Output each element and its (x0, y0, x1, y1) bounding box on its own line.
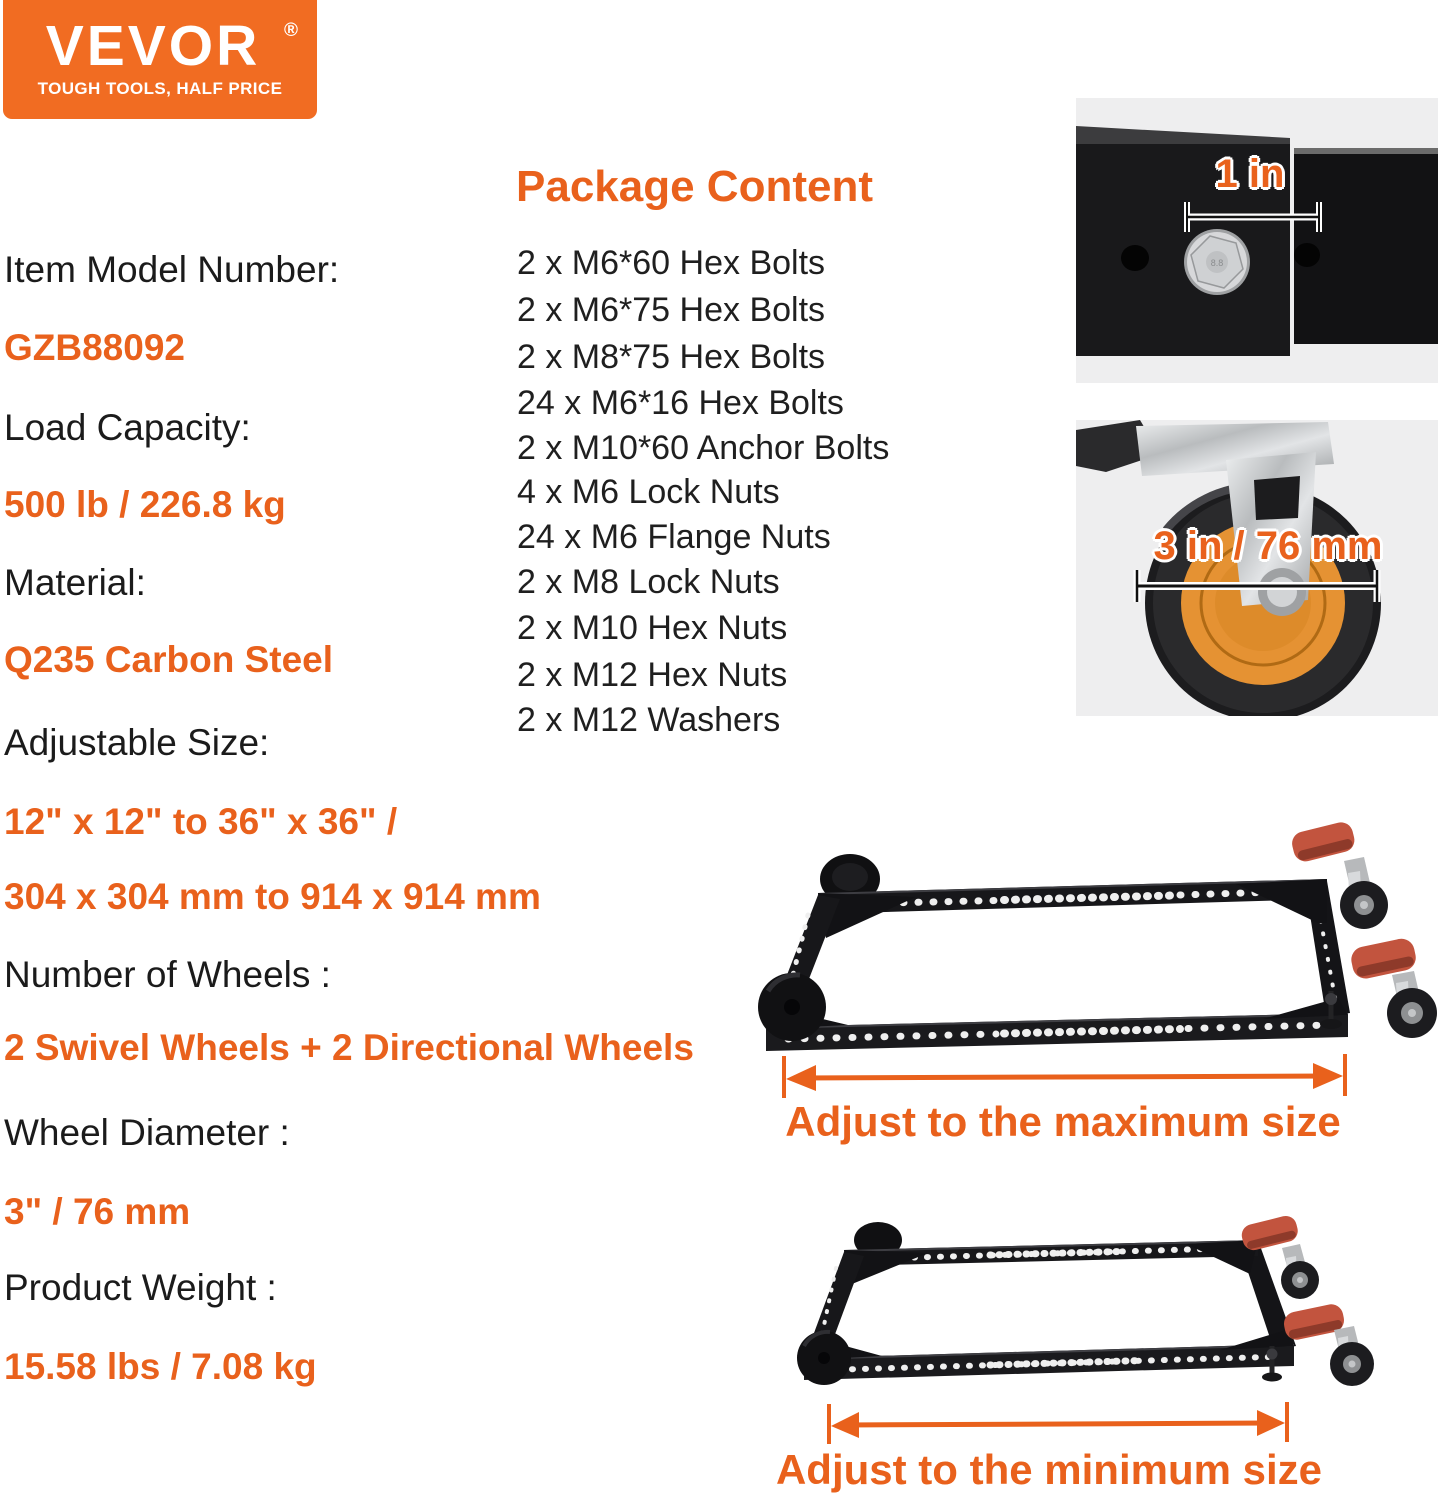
mobile-base-minimum-photo (790, 1196, 1390, 1394)
spec-label-wheel-diameter: Wheel Diameter : (4, 1112, 290, 1153)
spec-value-adjustable-size-mm: 304 x 304 mm to 914 x 914 mm (4, 876, 541, 917)
caster-closeup-photo-panel (1076, 420, 1438, 716)
package-item: 4 x M6 Lock Nuts (517, 473, 780, 511)
package-item: 2 x M12 Washers (517, 701, 781, 739)
package-item: 2 x M12 Hex Nuts (517, 656, 788, 694)
package-item: 2 x M8*75 Hex Bolts (517, 338, 826, 376)
registered-trademark-icon: ® (284, 20, 298, 41)
package-item: 24 x M6*16 Hex Bolts (517, 384, 844, 422)
frame-rails-min (804, 1222, 1296, 1380)
front-right-caster-max (1349, 936, 1437, 1038)
front-left-wheel-min (797, 1331, 851, 1385)
package-item: 2 x M10 Hex Nuts (517, 609, 788, 647)
spec-value-product-weight: 15.58 lbs / 7.08 kg (4, 1346, 317, 1387)
maximum-size-caption: Adjust to the maximum size (785, 1098, 1341, 1145)
spec-label-adjustable-size: Adjustable Size: (4, 722, 270, 763)
spec-label-load-capacity: Load Capacity: (4, 407, 251, 448)
rail-closeup-photo-panel (1076, 98, 1438, 383)
package-item: 24 x M6 Flange Nuts (517, 518, 831, 556)
spec-value-adjustable-size-inch: 12" x 12" to 36" x 36" / (4, 801, 398, 842)
frame-rails-max (766, 854, 1350, 1051)
package-item: 2 x M6*75 Hex Bolts (517, 291, 826, 329)
package-item: 2 x M6*60 Hex Bolts (517, 244, 826, 282)
vevor-logo (3, 0, 317, 119)
minimum-size-caption: Adjust to the minimum size (775, 1446, 1323, 1493)
wheel-dimension-label: 3 in / 76 mm (1153, 524, 1383, 568)
spec-label-number-of-wheels: Number of Wheels : (4, 954, 331, 995)
caster-closeup-photo (1076, 420, 1438, 716)
spec-value-load-capacity: 500 lb / 226.8 kg (4, 484, 286, 525)
rail-dimension-label: 1 in (1215, 152, 1285, 196)
rail-closeup-photo (1076, 98, 1438, 383)
spec-label-material: Material: (4, 562, 146, 603)
spec-label-product-weight: Product Weight : (4, 1267, 277, 1308)
spec-value-number-of-wheels: 2 Swivel Wheels + 2 Directional Wheels (4, 1027, 694, 1068)
mobile-base-maximum-photo (748, 783, 1447, 1055)
spec-value-wheel-diameter: 3" / 76 mm (4, 1191, 191, 1232)
spec-label-item-model-number: Item Model Number: (4, 249, 340, 290)
package-item: 2 x M10*60 Anchor Bolts (517, 429, 890, 467)
spec-value-material: Q235 Carbon Steel (4, 639, 334, 680)
package-item: 2 x M8 Lock Nuts (517, 563, 780, 601)
front-left-wheel-max (758, 973, 826, 1041)
package-content-title: Package Content (516, 162, 873, 211)
svg-text:8.8: 8.8 (1210, 258, 1224, 268)
front-right-caster-min (1282, 1302, 1374, 1386)
hex-bolt (1184, 229, 1250, 295)
minimum-size-dimension-arrow (823, 1398, 1299, 1450)
vevor-logo-wordmark: VEVOR (45, 14, 261, 78)
spec-value-item-model-number: GZB88092 (4, 327, 185, 368)
vevor-logo-tagline: TOUGH TOOLS, HALF PRICE (37, 79, 283, 98)
